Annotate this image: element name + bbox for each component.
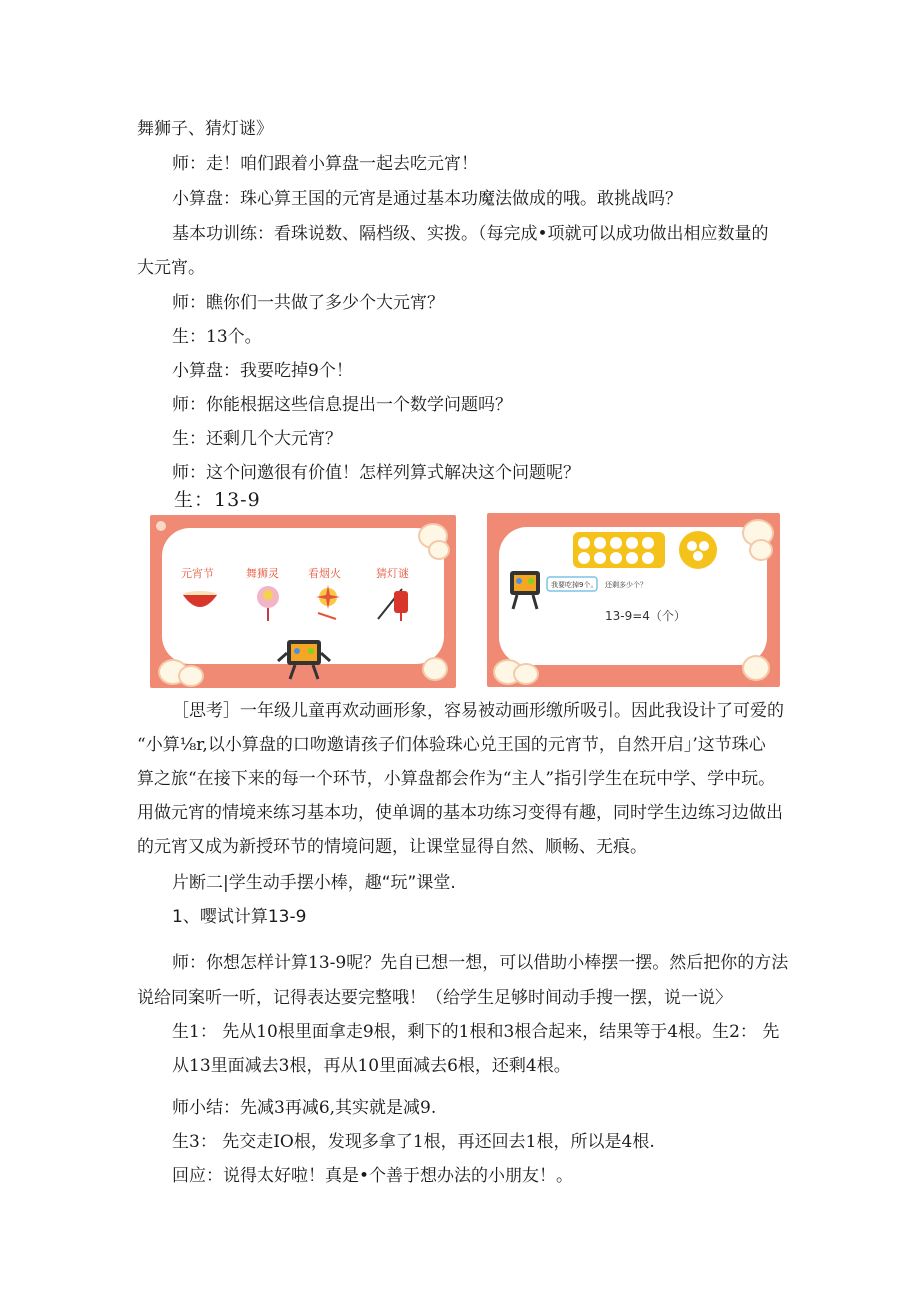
text-line: 师：你想怎样计算13-9呢？先自已想一想，可以借助小棒摆一摆。然后把你的方法 — [172, 953, 789, 973]
subsection-heading: 1、嘤试计算13-9 — [172, 907, 307, 927]
equation-text: 13-9=4（个） — [605, 609, 686, 623]
festival-illustration — [150, 515, 456, 688]
question-text: 还剩多少个？ — [605, 581, 647, 589]
text-line: 生：13-9 — [174, 489, 261, 511]
abacus-mascot-icon — [278, 640, 330, 679]
abacus-mascot-icon — [510, 571, 540, 609]
lion-dance-icon — [257, 586, 279, 621]
slide-subtraction — [487, 513, 780, 687]
text-line: 从13里面减去3根，再从10里面减去6根，还剩4根。 — [172, 1056, 571, 1076]
firework-icon — [316, 585, 340, 619]
text-line: 师：瞧你们一共做了多少个大元宵？ — [172, 293, 444, 313]
label-wushi: 舞狮灵 — [246, 567, 279, 580]
text-line: 生3： 先交走IO根，发现多拿了1根，再还回去1根，所以是4根. — [172, 1132, 655, 1152]
text-line: 基本功训练：看珠说数、隔档级、实拨。（每完成•项就可以成功做出相应数量的 — [172, 224, 769, 244]
text-line: 生1： 先从10根里面拿走9根，剩下的1根和3根合起来，结果等于4根。生2： 先 — [172, 1022, 780, 1042]
text-line: 说给同案听一听，记得表达要完整哦！（给学生足够时间动手搜一摆，说一说〉 — [137, 988, 732, 1008]
text-line: ［思考］一年级儿童再欢动画形象，容易被动画形缴所吸引。因此我设计了可爱的 — [172, 701, 784, 721]
text-line: 小算盘：珠心算王国的元宵是通过基本功魔法做成的哦。敢挑战吗？ — [172, 189, 682, 209]
text-line: 师：这个问邀很有价值！怎样列算式解决这个问题呢？ — [172, 463, 580, 483]
text-line: 的元宵又成为新授环节的情境问题，让课堂显得自然、顺畅、无痕。 — [137, 837, 647, 857]
subtraction-illustration — [487, 513, 780, 687]
tangyuan-tray-icon — [573, 532, 665, 568]
text-line: 用做元宵的情境来练习基本功，使单调的基本功练习变得有趣，同时学生边练习边做出 — [137, 803, 783, 823]
text-line: 回应：说得太好啦！真是•个善于想办法的小朋友！。 — [172, 1166, 574, 1186]
lantern-icon — [378, 589, 408, 621]
text-line: 生：13个。 — [172, 327, 262, 347]
text-line: 算之旅“在接下来的每一个环节，小算盘都会作为“主人”指引学生在玩中学、学中玩。 — [137, 769, 776, 789]
text-line: 生：还剩几个大元宵？ — [172, 429, 342, 449]
text-line: 师小结：先减3再减6,其实就是减9. — [172, 1098, 437, 1118]
tangyuan-plate-icon — [679, 531, 717, 569]
label-yanhuo: 看烟火 — [308, 567, 341, 580]
bowl-icon — [183, 591, 217, 607]
section-heading: 片断二|学生动手摆小棒，趣“玩”课堂. — [172, 873, 456, 893]
bubble-text: 我要吃掉9个。 — [551, 581, 598, 589]
label-dengmi: 猜灯谜 — [376, 567, 409, 580]
text-line: 师：走！咱们跟着小算盘一起去吃元宵！ — [172, 154, 478, 174]
label-yuanxiao: 元宵节 — [181, 567, 214, 580]
slide-festival — [150, 515, 456, 688]
text-line: 大元宵。 — [137, 258, 205, 278]
text-line: 舞狮子、猜灯谜》 — [137, 119, 273, 139]
text-line: 小算盘：我要吃掉9个！ — [172, 361, 353, 381]
text-line: 师：你能根据这些信息提出一个数学问题吗？ — [172, 395, 512, 415]
text-line: “小算⅛r,以小算盘的口吻邀请孩子们体验珠心兑王国的元宵节，自然开启」’这节珠心 — [137, 735, 766, 755]
